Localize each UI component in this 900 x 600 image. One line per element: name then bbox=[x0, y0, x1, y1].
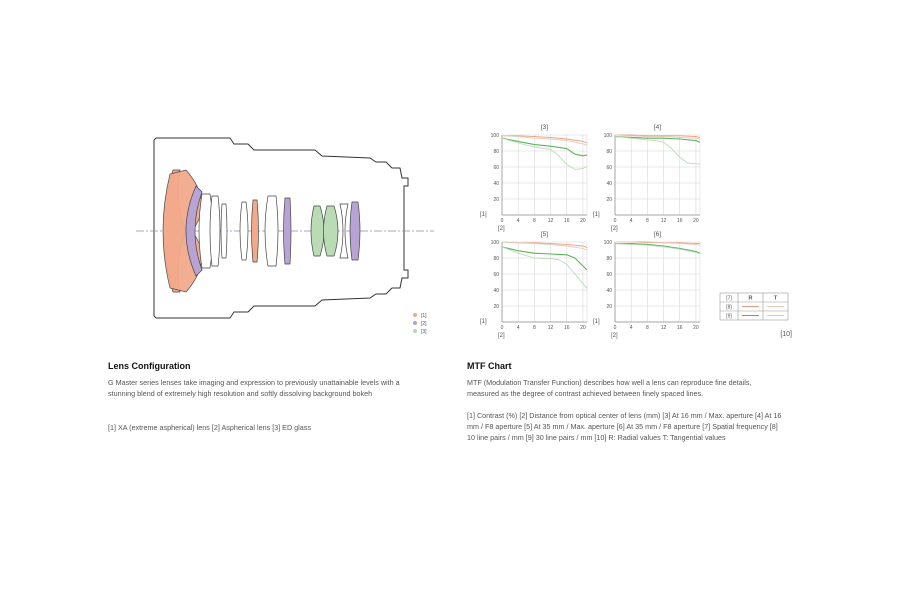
lens-element-ed-1 bbox=[311, 206, 324, 256]
mtf-panel-2-xtick-5: 20 bbox=[693, 218, 699, 224]
mtf-panel-1-xtick-2: 8 bbox=[532, 218, 536, 224]
mtf-panel-3-xlabel: [2] bbox=[498, 333, 505, 339]
mtf-panel-3-xtick-4: 16 bbox=[563, 325, 570, 331]
mtf-panel-4-xlabel: [2] bbox=[611, 333, 618, 339]
mtf-panel-2-xtick-0: 0 bbox=[613, 218, 617, 224]
mtf-panel-4-xtick-2: 8 bbox=[645, 325, 649, 331]
lens-element-clear-2 bbox=[210, 196, 220, 266]
mtf-panel-4-xtick-0: 0 bbox=[613, 325, 617, 331]
mtf-panel-1-xlabel: [2] bbox=[498, 226, 505, 232]
mtf-panel-2-series-t30 bbox=[615, 137, 700, 164]
legend-label-ed: [3] bbox=[421, 329, 427, 335]
mtf-panel-1-title: [3] bbox=[540, 124, 549, 131]
mtf-panel-1-ytick-0: 20 bbox=[493, 197, 499, 203]
mtf-panel-3-ylabel: [1] bbox=[480, 319, 487, 325]
mtf-panel-1-xtick-5: 20 bbox=[580, 218, 586, 224]
mtf-panel-4-ytick-1: 40 bbox=[606, 288, 612, 294]
mtf-panel-3-ytick-3: 80 bbox=[493, 256, 499, 262]
mtf-panel-3-xtick-5: 20 bbox=[580, 325, 586, 331]
mtf-legend-col-r: R bbox=[748, 295, 753, 302]
mtf-panel-3-series-t30 bbox=[502, 247, 587, 289]
lens-config-description: G Master series lenses take imaging and expression to previously unattainable levels with a stunning blend of extremely high resolution and softly dissolving background bokeh bbox=[108, 378, 400, 399]
mtf-panel-2-ytick-3: 80 bbox=[606, 149, 612, 155]
mtf-panel-4-title: [6] bbox=[653, 231, 662, 238]
mtf-panel-1-ytick-1: 40 bbox=[493, 181, 499, 187]
mtf-panel-4-xtick-4: 16 bbox=[676, 325, 683, 331]
mtf-panel-2-ytick-2: 60 bbox=[606, 165, 612, 171]
legend-dot-asph bbox=[413, 321, 417, 325]
mtf-panel-1-ylabel: [1] bbox=[480, 212, 487, 218]
mtf-panel-3-xtick-0: 0 bbox=[500, 325, 504, 331]
legend-dot-xa bbox=[413, 313, 417, 317]
lens-element-ed-2 bbox=[324, 206, 339, 256]
legend-label-xa: [1] bbox=[421, 313, 427, 319]
mtf-panel-2-ytick-0: 20 bbox=[606, 197, 612, 203]
mtf-legend-row-label-2: [9] bbox=[726, 313, 732, 320]
mtf-panel-3-title: [5] bbox=[540, 231, 549, 238]
mtf-panel-4-ytick-0: 20 bbox=[606, 304, 612, 310]
mtf-panel-2-xtick-4: 16 bbox=[676, 218, 683, 224]
mtf-panel-1-xtick-0: 0 bbox=[500, 218, 504, 224]
lens-element-asph-2 bbox=[284, 198, 292, 264]
lens-element-clear-5 bbox=[265, 196, 278, 266]
mtf-panel-2-xtick-2: 8 bbox=[645, 218, 649, 224]
mtf-panel-1-xtick-1: 4 bbox=[516, 218, 520, 224]
mtf-panel-3-ytick-4: 100 bbox=[490, 240, 499, 246]
lens-config-title: Lens Configuration bbox=[108, 361, 191, 371]
mtf-panel-3-ytick-0: 20 bbox=[493, 304, 499, 310]
lens-element-clear-4 bbox=[240, 202, 248, 260]
mtf-panel-2-ylabel: [1] bbox=[593, 212, 600, 218]
mtf-panel-1-ytick-3: 80 bbox=[493, 149, 499, 155]
mtf-panel-3-ytick-1: 40 bbox=[493, 288, 499, 294]
mtf-panel-1-xtick-3: 12 bbox=[547, 218, 554, 224]
mtf-panel-2-title: [4] bbox=[653, 124, 662, 131]
mtf-panel-3-xtick-1: 4 bbox=[516, 325, 520, 331]
mtf-panel-1-series-r30 bbox=[502, 138, 587, 156]
mtf-panel-4-ytick-2: 60 bbox=[606, 272, 612, 278]
mtf-panel-4-xtick-1: 4 bbox=[629, 325, 633, 331]
mtf-panel-4-ytick-3: 80 bbox=[606, 256, 612, 262]
mtf-panel-4-series-r30 bbox=[615, 244, 700, 254]
legend-dot-ed bbox=[413, 329, 417, 333]
lens-config-legend-text: [1] XA (extreme aspherical) lens [2] Aspherical lens [3] ED glass bbox=[108, 423, 311, 432]
mtf-panel-1-ytick-4: 100 bbox=[490, 133, 499, 139]
mtf-panel-2-xtick-3: 12 bbox=[660, 218, 667, 224]
mtf-panel-3-ytick-2: 60 bbox=[493, 272, 499, 278]
mtf-panel-4-ylabel: [1] bbox=[593, 319, 600, 325]
lens-configuration-diagram bbox=[130, 120, 440, 340]
lens-element-asph-3 bbox=[350, 202, 360, 260]
mtf-panel-2-ytick-1: 40 bbox=[606, 181, 612, 187]
mtf-legend-note: [10] bbox=[780, 331, 792, 338]
mtf-chart-title: MTF Chart bbox=[467, 361, 512, 371]
mtf-panel-4-ytick-4: 100 bbox=[603, 240, 612, 246]
mtf-panel-3-xtick-3: 12 bbox=[547, 325, 554, 331]
lens-element-clear-3 bbox=[221, 204, 227, 258]
mtf-legend-title: [7] bbox=[726, 295, 732, 302]
mtf-panel-4-xtick-5: 20 bbox=[693, 325, 699, 331]
mtf-panel-1-xtick-4: 16 bbox=[563, 218, 570, 224]
mtf-panel-3-xtick-2: 8 bbox=[532, 325, 536, 331]
mtf-charts bbox=[470, 118, 800, 343]
mtf-chart-legend-text: [1] Contrast (%) [2] Distance from optical center of lens (mm) [3] At 16 mm / Max. aperture [4] At 16 mm / F8 aperture [5] At 35 mm / Max. aperture [6] At 35 mm / F8 aperture [7] Spatial frequency [8] 10 line pairs / mm [9] 30 line pairs / mm [10] R: Radial values T: Tangential values bbox=[467, 411, 782, 443]
mtf-panel-2-xlabel: [2] bbox=[611, 226, 618, 232]
mtf-panel-4-xtick-3: 12 bbox=[660, 325, 667, 331]
mtf-legend-col-t: T bbox=[773, 295, 778, 302]
mtf-panel-2-xtick-1: 4 bbox=[629, 218, 633, 224]
lens-element-xa-2 bbox=[252, 200, 259, 262]
mtf-panel-2-ytick-4: 100 bbox=[603, 133, 612, 139]
mtf-legend-row-label-1: [8] bbox=[726, 304, 732, 311]
mtf-panel-1-ytick-2: 60 bbox=[493, 165, 499, 171]
mtf-chart-description: MTF (Modulation Transfer Function) describes how well a lens can reproduce fine details, measured as the degree of contrast achieved between finely spaced lines. bbox=[467, 378, 752, 399]
legend-label-asph: [2] bbox=[421, 321, 427, 327]
